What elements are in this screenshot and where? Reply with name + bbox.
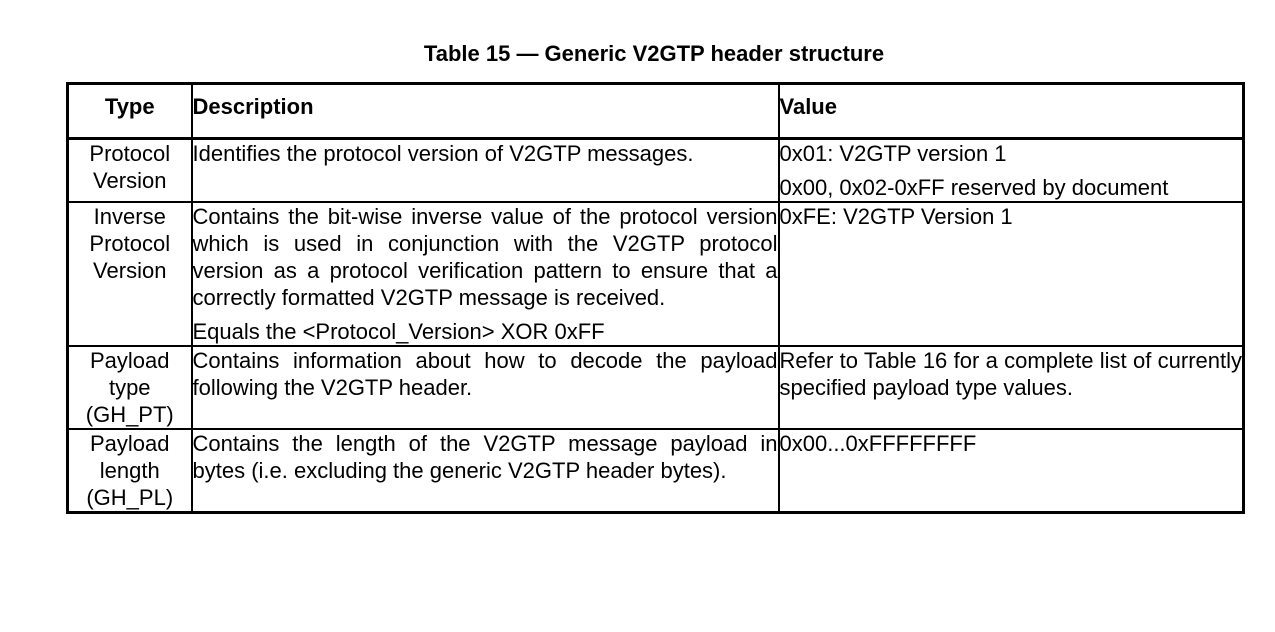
description-text: Contains the length of the V2GTP message payload in bytes (i.e. excluding the generic V2GTP header bytes). xyxy=(192,431,778,483)
value-text: Refer to Table 16 for a complete list of currently specified payload type values. xyxy=(779,348,1242,400)
description-text: Identifies the protocol version of V2GTP messages. xyxy=(192,141,694,166)
type-cell: Inverse Protocol Version xyxy=(68,202,192,346)
header-structure-table xyxy=(66,82,1245,514)
table-header-row xyxy=(68,84,1244,139)
table-caption: Table 15 — Generic V2GTP header structure xyxy=(423,41,885,66)
value-text: 0xFE: V2GTP Version 1 xyxy=(779,204,1013,229)
description-text: Contains the bit-wise inverse value of the protocol version which is used in conjunction with the V2GTP protocol version as a protocol verification pattern to ensure that a correctly formatted V2GTP message is received. xyxy=(192,204,778,310)
description-cell xyxy=(192,429,779,513)
type-cell: Protocol Version xyxy=(68,139,192,203)
type-cell: Payload length (GH_PL) xyxy=(68,429,192,513)
table-row xyxy=(68,346,1244,429)
description-text: Contains information about how to decode the payload following the V2GTP header. xyxy=(192,348,778,400)
table-row xyxy=(68,139,1244,203)
description-cell xyxy=(192,346,779,429)
description-cell xyxy=(192,202,779,346)
description-text: Equals the <Protocol_Version> XOR 0xFF xyxy=(192,319,605,344)
value-text: 0x01: V2GTP version 1 xyxy=(779,141,1007,166)
column-header-description: Description xyxy=(192,84,779,139)
table-row xyxy=(68,202,1244,346)
value-text: 0x00...0xFFFFFFFF xyxy=(779,431,977,456)
table-row xyxy=(68,429,1244,513)
value-cell xyxy=(779,202,1244,346)
value-text: 0x00, 0x02-0xFF reserved by document xyxy=(779,175,1169,200)
value-cell xyxy=(779,429,1244,513)
type-cell: Payload type (GH_PT) xyxy=(68,346,192,429)
column-header-type: Type xyxy=(68,84,192,139)
description-cell xyxy=(192,139,779,203)
column-header-value: Value xyxy=(779,84,1244,139)
value-cell xyxy=(779,139,1244,203)
value-cell xyxy=(779,346,1244,429)
